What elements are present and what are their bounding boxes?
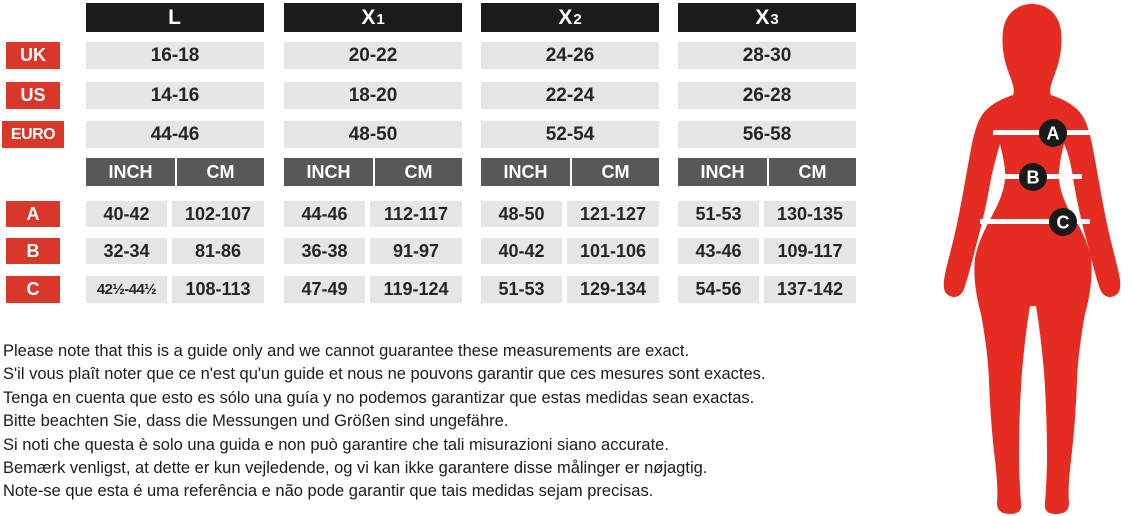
marker-a-label: A	[1046, 123, 1060, 144]
measurement-group	[284, 201, 462, 227]
note-portuguese: Note-se que esta é uma referência e não pode garantir que tais medidas sejam precisas.	[3, 482, 654, 501]
c-cm-x1: 119-124	[370, 276, 462, 303]
us-value-x1: 18-20	[284, 82, 462, 109]
body-measurement-figure	[930, 0, 1133, 516]
a-cm-x3: 130-135	[764, 201, 856, 227]
a-inch-l: 40-42	[86, 201, 167, 227]
note-french: S'il vous plaît noter que ce n'est qu'un guide et nous ne pouvons garantir que ces mesures sont exactes.	[3, 365, 766, 384]
cm-header: CM	[601, 161, 630, 182]
size-label: X	[558, 5, 573, 29]
c-cm-x2: 129-134	[567, 276, 659, 303]
size-header-row	[0, 3, 880, 32]
size-header-x2	[481, 3, 659, 32]
uk-value-x3: 28-30	[678, 42, 856, 69]
inch-header: INCH	[503, 161, 548, 182]
a-inch-x1: 44-46	[284, 201, 365, 227]
units-header-x1	[284, 158, 462, 186]
units-header-x2	[481, 158, 659, 186]
b-inch-x3: 43-46	[678, 238, 759, 264]
a-inch-x2: 48-50	[481, 201, 562, 227]
marker-c-label: C	[1056, 212, 1070, 233]
c-cm-l: 108-113	[172, 276, 264, 303]
c-inch-x2: 51-53	[481, 276, 562, 303]
measurement-group	[284, 238, 462, 264]
uk-value-x2: 24-26	[481, 42, 659, 69]
b-cm-x2: 101-106	[567, 238, 659, 264]
uk-value-l: 16-18	[86, 42, 264, 69]
euro-value-x1: 48-50	[284, 121, 462, 148]
cm-header: CM	[206, 161, 235, 182]
euro-row-label: EURO	[2, 121, 64, 148]
woman-silhouette	[944, 4, 1120, 514]
size-label-sub: 3	[770, 11, 779, 28]
marker-b-label: B	[1026, 167, 1040, 188]
row-a-label: A	[6, 201, 60, 227]
note-spanish: Tenga en cuenta que esto es sólo una guía y no podemos garantizar que estas medidas sean exactas.	[3, 388, 755, 407]
uk-row	[0, 42, 880, 69]
b-cm-x1: 91-97	[370, 238, 462, 264]
size-label-sub: 1	[376, 11, 385, 28]
b-inch-x2: 40-42	[481, 238, 562, 264]
uk-value-x1: 20-22	[284, 42, 462, 69]
a-inch-x3: 51-53	[678, 201, 759, 227]
c-cm-x3: 137-142	[764, 276, 856, 303]
units-header-x3	[678, 158, 856, 186]
measurement-row-c	[0, 276, 880, 303]
b-inch-l: 32-34	[86, 238, 167, 264]
inch-header: INCH	[700, 161, 745, 182]
us-row-label: US	[6, 82, 60, 109]
uk-row-label: UK	[6, 42, 60, 69]
measurement-group	[284, 276, 462, 303]
us-row	[0, 82, 880, 109]
size-label: X	[755, 5, 770, 29]
b-cm-x3: 109-117	[764, 238, 856, 264]
units-header-l	[86, 158, 264, 186]
cm-header: CM	[404, 161, 433, 182]
measurement-group	[481, 201, 659, 227]
row-b-label: B	[6, 238, 60, 264]
inch-header: INCH	[108, 161, 153, 182]
size-header-l	[86, 3, 264, 32]
measurement-group	[678, 276, 856, 303]
size-header-x3	[678, 3, 856, 32]
a-cm-l: 102-107	[172, 201, 264, 227]
euro-row	[0, 121, 880, 148]
row-c-label: C	[6, 276, 60, 303]
measurement-row-a	[0, 201, 880, 227]
measurement-group	[86, 238, 264, 264]
units-header-row	[0, 158, 880, 186]
size-label-sub: 2	[573, 11, 582, 28]
note-german: Bitte beachten Sie, dass die Messungen und Größen sind ungefähre.	[3, 412, 509, 431]
c-inch-x3: 54-56	[678, 276, 759, 303]
measurement-group	[86, 276, 264, 303]
inch-header: INCH	[306, 161, 351, 182]
measurement-row-b	[0, 238, 880, 264]
size-header-x1	[284, 3, 462, 32]
us-value-x3: 26-28	[678, 82, 856, 109]
a-cm-x1: 112-117	[370, 201, 462, 227]
size-label: X	[361, 5, 376, 29]
note-italian: Si noti che questa è solo una guida e non può garantire che tali misurazioni siano accurate.	[3, 435, 669, 454]
euro-value-x3: 56-58	[678, 121, 856, 148]
note-english: Please note that this is a guide only and we cannot guarantee these measurements are exact.	[3, 342, 690, 360]
measurement-group	[481, 238, 659, 264]
measurement-group	[678, 201, 856, 227]
disclaimer-notes	[3, 340, 943, 504]
c-inch-l: 42½-44½	[86, 276, 167, 303]
measurement-group	[481, 276, 659, 303]
a-cm-x2: 121-127	[567, 201, 659, 227]
size-label: L	[168, 5, 181, 29]
note-danish: Bemærk venligst, at dette er kun vejledende, og vi kan ikke garantere disse målinger er nøjagtig.	[3, 459, 708, 478]
measurement-group	[86, 201, 264, 227]
euro-value-l: 44-46	[86, 121, 264, 148]
b-cm-l: 81-86	[172, 238, 264, 264]
b-inch-x1: 36-38	[284, 238, 365, 264]
us-value-x2: 22-24	[481, 82, 659, 109]
c-inch-x1: 47-49	[284, 276, 365, 303]
euro-value-x2: 52-54	[481, 121, 659, 148]
us-value-l: 14-16	[86, 82, 264, 109]
cm-header: CM	[798, 161, 827, 182]
measurement-group	[678, 238, 856, 264]
